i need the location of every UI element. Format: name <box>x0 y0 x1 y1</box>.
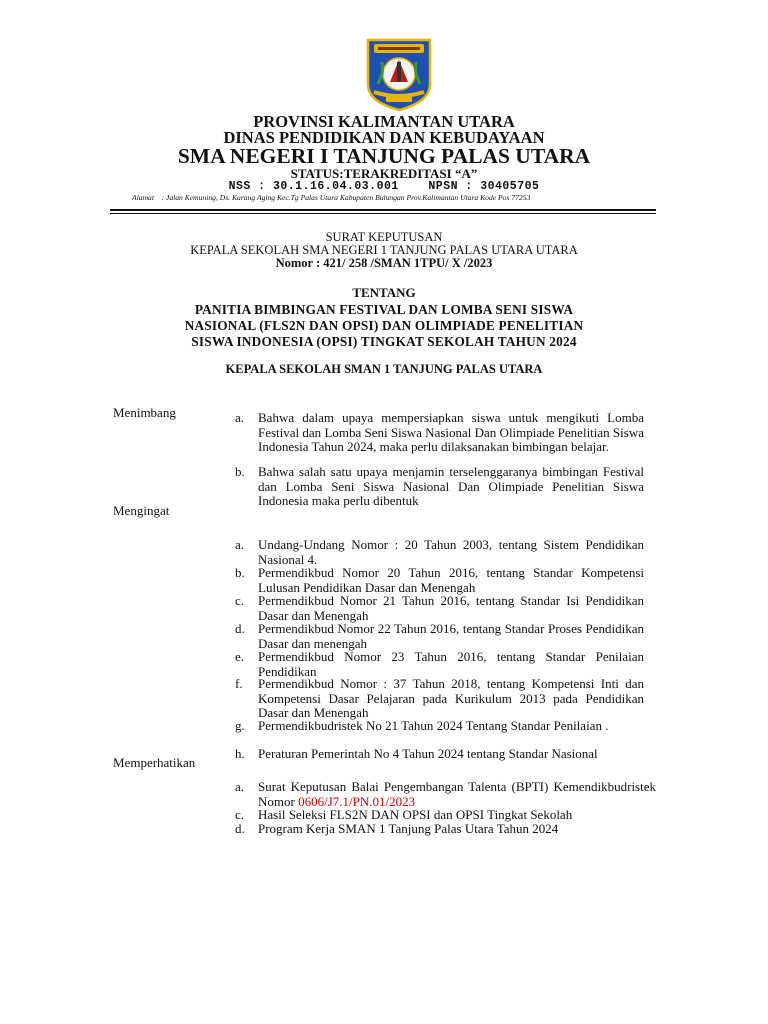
section-label-mengingat: Mengingat <box>113 503 170 518</box>
list-item: Permendikbud Nomor 20 Tahun 2016, tentang Standar Kompetensi Lulusan Pendidikan Dasar dan Menengah <box>258 565 644 595</box>
list-item: Bahwa dalam upaya mempersiapkan siswa untuk mengikuti Lomba Festival dan Lomba Seni Siswa Nasional Dan Olimpiade Penelitian Siswa Indonesia Tahun 2024, maka perlu dilaksanakan bimbingan belajar. <box>258 410 644 454</box>
decree-title: SURAT KEPUTUSAN <box>325 230 443 244</box>
list-letter: a. <box>235 537 245 552</box>
list-letter: c. <box>235 593 245 608</box>
list-letter: d. <box>235 821 245 836</box>
list-item: Permendikbudristek No 21 Tahun 2024 Tentang Standar Penilaian . <box>258 718 609 733</box>
list-letter: a. <box>235 410 245 425</box>
accreditation-status: STATUS:TERAKREDITASI “A” <box>290 166 478 181</box>
list-item: Permendikbud Nomor 22 Tahun 2016, tentang Standar Proses Pendidikan Dasar dan menengah <box>258 621 644 651</box>
subject-line-3: SISWA INDONESIA (OPSI) TINGKAT SEKOLAH TAHUN 2024 <box>191 334 577 349</box>
list-item: Undang-Undang Nomor : 20 Tahun 2003, tentang Sistem Pendidikan Nasional 4. <box>258 537 644 567</box>
list-item: Permendikbud Nomor 23 Tahun 2016, tentang Standar Penilaian Pendidikan <box>258 649 644 679</box>
header-divider-thin <box>110 213 656 214</box>
list-item-text: Surat Keputusan Balai Pengembangan Talenta (BPTI) Kemendikbudristek Nomor <box>258 779 656 809</box>
list-item: Program Kerja SMAN 1 Tanjung Palas Utara Tahun 2024 <box>258 821 559 836</box>
list-letter: e. <box>235 649 245 664</box>
list-letter: h. <box>235 746 245 761</box>
section-label-memperhatikan: Memperhatikan <box>113 755 196 770</box>
list-item: Hasil Seleksi FLS2N DAN OPSI dan OPSI Tingkat Sekolah <box>258 807 573 822</box>
school-name: SMA NEGERI I TANJUNG PALAS UTARA <box>177 144 591 168</box>
list-letter: g. <box>235 718 245 733</box>
list-item: Bahwa salah satu upaya menjamin terselenggaranya bimbingan Festival dan Lomba Seni Siswa Nasional Dan Olimpiade Penelitian Siswa Indonesia maka perlu dibentuk <box>258 464 644 508</box>
list-letter: a. <box>235 779 245 794</box>
list-letter: d. <box>235 621 245 636</box>
decree-number: Nomor : 421/ 258 /SMAN 1TPU/ X /2023 <box>275 256 493 270</box>
issuer-heading: KEPALA SEKOLAH SMAN 1 TANJUNG PALAS UTARA <box>225 362 543 376</box>
reference-number: 0606/J7.1/PN.01/2023 <box>298 793 416 809</box>
list-item: Peraturan Pemerintah No 4 Tahun 2024 tentang Standar Nasional <box>258 746 598 761</box>
list-letter: b. <box>235 464 245 479</box>
list-item: Permendikbud Nomor : 37 Tahun 2018, tentang Kompetensi Inti dan Kompetensi Dasar Pelajaran pada Kurikulum 2013 pada Pendidikan Dasar dan Menengah <box>258 676 644 720</box>
subject-line-2: NASIONAL (FLS2N DAN OPSI) DAN OLIMPIADE PENELITIAN <box>184 318 584 333</box>
list-item <box>258 780 656 809</box>
list-item: Permendikbud Nomor 21 Tahun 2016, tentang Standar Isi Pendidikan Dasar dan Menengah <box>258 593 644 623</box>
tentang-heading: TENTANG <box>352 285 416 300</box>
province-name: PROVINSI KALIMANTAN UTARA <box>253 112 515 131</box>
list-letter: f. <box>235 676 243 691</box>
decree-issuer-line: KEPALA SEKOLAH SMA NEGERI 1 TANJUNG PALAS UTARA UTARA <box>190 243 578 257</box>
header-divider-thick <box>110 209 656 211</box>
section-label-menimbang: Menimbang <box>113 405 176 420</box>
subject-line-1: PANITIA BIMBINGAN FESTIVAL DAN LOMBA SENI SISWA <box>194 302 574 317</box>
list-letter: b. <box>235 565 245 580</box>
school-logo <box>364 38 434 112</box>
list-letter: c. <box>235 807 245 822</box>
nss-npsn: NSS : 30.1.16.04.03.001 NPSN : 30405705 <box>228 180 540 193</box>
department-name: DINAS PENDIDIKAN DAN KEBUDAYAAN <box>223 128 545 147</box>
school-address: Alamat : Jalan Kemuning, Ds. Karang Aging Kec.Tg Palas Utara Kabupaten Bulungan Prov.Kalimantan Utara Kode Pos 77253 <box>132 193 531 202</box>
